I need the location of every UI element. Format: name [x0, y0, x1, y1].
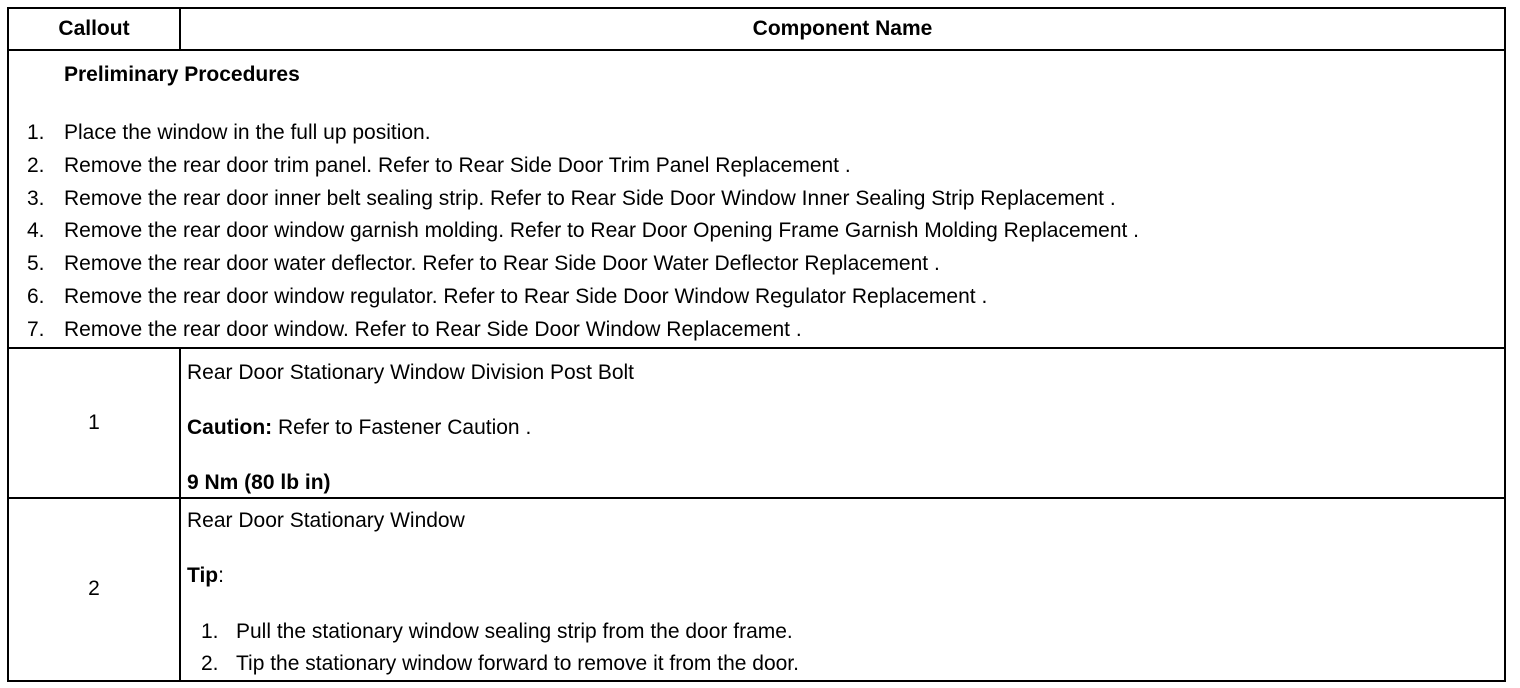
- preliminary-steps-list: [9, 117, 1504, 347]
- callout-header: Callout: [8, 8, 180, 50]
- list-item: [187, 616, 1504, 648]
- component-name-header: Component Name: [180, 8, 1505, 50]
- list-item: [9, 215, 1504, 248]
- table-header-row: [8, 8, 1505, 50]
- procedure-table: [7, 7, 1506, 682]
- step-text: Place the window in the full up position.: [64, 121, 431, 144]
- list-item: [9, 183, 1504, 216]
- list-item: [9, 281, 1504, 314]
- tip-text: Pull the stationary window sealing strip from the door frame.: [236, 619, 793, 643]
- step-text: Remove the rear door trim panel. Refer to Rear Side Door Trim Panel Replacement .: [64, 153, 851, 177]
- step-text: Remove the rear door window regulator. Refer to Rear Side Door Window Regulator Replacement .: [64, 284, 988, 308]
- preliminary-cell: [8, 50, 1505, 348]
- preliminary-title: Preliminary Procedures: [64, 63, 300, 86]
- step-text: Remove the rear door window. Refer to Rear Side Door Window Replacement .: [64, 317, 802, 341]
- list-item: [9, 314, 1504, 347]
- step-text: Remove the rear door window garnish molding. Refer to Rear Door Opening Frame Garnish Molding Replacement .: [64, 219, 1140, 243]
- step-number: 1.: [27, 121, 45, 144]
- step-text: Remove the rear door inner belt sealing strip. Refer to Rear Side Door Window Inner Sealing Strip Replacement .: [64, 186, 1116, 210]
- tip-text: Tip the stationary window forward to remove it from the door.: [236, 651, 799, 675]
- caution-label: Caution:: [187, 415, 273, 439]
- tip-colon: :: [218, 563, 224, 587]
- list-item: [187, 648, 1504, 680]
- callout-number: 2: [8, 498, 180, 681]
- torque-spec: 9 Nm (80 lb in): [187, 470, 331, 494]
- step-number: 7.: [27, 317, 45, 341]
- component-cell: [180, 348, 1505, 498]
- tip-number: 2.: [201, 651, 219, 675]
- component-name: Rear Door Stationary Window Division Post Bolt: [187, 360, 635, 384]
- step-number: 3.: [27, 186, 45, 210]
- component-cell: [180, 498, 1505, 681]
- step-number: 2.: [27, 153, 45, 177]
- list-item: [9, 150, 1504, 183]
- list-item: [9, 117, 1504, 150]
- step-number: 4.: [27, 219, 45, 243]
- callout-number: 1: [8, 348, 180, 498]
- table-row: [8, 348, 1505, 498]
- tip-label: Tip: [187, 563, 219, 587]
- table-row: [8, 498, 1505, 681]
- preliminary-row: [8, 50, 1505, 348]
- list-item: [9, 248, 1504, 281]
- tip-line: [187, 564, 1504, 588]
- caution-text: Refer to Fastener Caution .: [272, 415, 532, 439]
- caution-line: [187, 416, 1504, 440]
- step-number: 6.: [27, 284, 45, 308]
- tip-steps-list: [187, 616, 1504, 680]
- component-name: Rear Door Stationary Window: [187, 508, 465, 532]
- step-text: Remove the rear door water deflector. Refer to Rear Side Door Water Deflector Replacement .: [64, 252, 940, 276]
- tip-number: 1.: [201, 619, 219, 643]
- step-number: 5.: [27, 252, 45, 276]
